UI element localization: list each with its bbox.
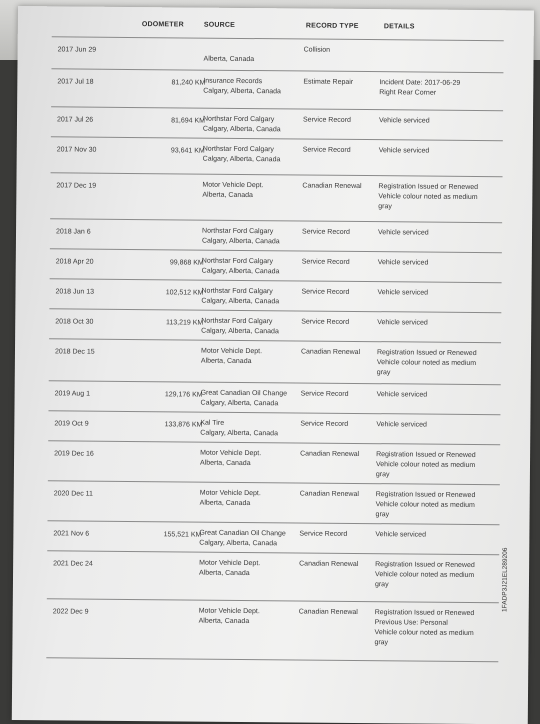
row-detail-line: gray <box>375 511 390 519</box>
row-date: 2017 Jul 26 <box>56 116 94 124</box>
row-record-type: Service Record <box>302 146 351 154</box>
row-odometer <box>137 560 201 561</box>
row-date: 2019 Aug 1 <box>54 390 91 398</box>
table-row <box>51 136 503 177</box>
vin-number: 1FADP3J21EL289206 <box>501 547 509 612</box>
row-source-line: Kal Tire <box>200 419 225 427</box>
row-source-line: Motor Vehicle Dept. <box>198 607 260 616</box>
row-odometer: 93,641 KM <box>170 147 205 155</box>
row-odometer <box>140 182 204 183</box>
row-odometer: 81,694 KM <box>171 117 206 125</box>
row-source-line: Calgary, Alberta, Canada <box>202 155 281 164</box>
row-source-line: Calgary, Alberta, Canada <box>201 327 279 336</box>
table-row <box>49 338 501 385</box>
row-date: 2019 Oct 9 <box>54 420 89 428</box>
row-odometer <box>142 46 206 47</box>
row-source-line: Calgary, Alberta, Canada <box>202 125 281 134</box>
row-source-line: Calgary, Alberta, Canada <box>200 399 279 408</box>
row-source-line <box>204 45 314 46</box>
row-source-line: Great Canadian Oil Change <box>199 529 286 538</box>
row-date: 2017 Nov 30 <box>56 146 97 154</box>
row-record-type: Service Record <box>301 288 350 296</box>
row-date: 2017 Jun 29 <box>57 46 97 54</box>
row-detail-line: Vehicle serviced <box>376 391 428 399</box>
row-odometer: 81,240 KM <box>171 79 206 87</box>
row-record-type: Service Record <box>302 228 350 236</box>
row-source-line: Calgary, Alberta, Canada <box>201 237 280 246</box>
row-detail-line: Vehicle serviced <box>377 289 429 297</box>
row-detail-line: Vehicle serviced <box>378 229 429 237</box>
row-record-type: Service Record <box>300 390 349 398</box>
row-detail-line: Vehicle colour noted as medium <box>376 359 477 368</box>
row-date: 2018 Apr 20 <box>55 258 94 266</box>
row-date: 2017 Jul 18 <box>57 78 94 86</box>
row-record-type: Service Record <box>301 258 350 266</box>
row-source-line: Alberta, Canada <box>203 55 255 64</box>
row-source-line: Northstar Ford Calgary <box>201 257 274 266</box>
row-date: 2019 Dec 16 <box>54 450 94 458</box>
header-odometer: ODOMETER <box>141 21 184 29</box>
row-detail-line: Registration Issued or Renewed <box>374 609 475 618</box>
row-detail-line: Right Rear Corner <box>379 89 437 97</box>
row-source-line: Calgary, Alberta, Canada <box>201 297 280 306</box>
row-odometer: 102,512 KM <box>165 289 204 297</box>
row-source-line: Great Canadian Oil Change <box>200 389 288 398</box>
row-source-line: Alberta, Canada <box>199 499 251 508</box>
row-source-line: Motor Vehicle Dept. <box>200 449 262 458</box>
row-detail-line: gray <box>375 471 390 479</box>
row-detail-line: Vehicle serviced <box>376 421 427 429</box>
row-odometer: 113,219 KM <box>165 319 204 327</box>
row-detail-line: Vehicle colour noted as medium <box>375 501 475 510</box>
row-source-line: Northstar Ford Calgary <box>201 287 273 296</box>
row-detail-line: Previous Use: Personal <box>374 619 448 627</box>
table-row <box>48 440 500 485</box>
row-date: 2020 Dec 11 <box>53 490 93 498</box>
row-detail-line: Vehicle colour noted as medium <box>375 571 475 580</box>
row-source-line: Alberta, Canada <box>198 617 250 626</box>
row-odometer <box>140 228 204 229</box>
row-odometer <box>138 490 202 491</box>
row-record-type: Canadian Renewal <box>302 182 362 191</box>
row-source-line: Motor Vehicle Dept. <box>202 181 264 190</box>
row-source-line: Northstar Ford Calgary <box>202 115 275 124</box>
row-date: 2017 Dec 19 <box>56 182 97 190</box>
row-detail-line: gray <box>376 369 391 377</box>
row-source-line: Northstar Ford Calgary <box>201 317 273 326</box>
row-detail-line: Registration Issued or Renewed <box>378 183 479 192</box>
row-odometer: 129,176 KM <box>164 391 203 399</box>
row-source-line: Calgary, Alberta, Canada <box>200 429 279 438</box>
row-source-line: Northstar Ford Calgary <box>202 227 274 236</box>
row-record-type: Canadian Renewal <box>299 560 359 568</box>
row-source-line: Insurance Records <box>203 77 263 86</box>
row-odometer: 133,876 KM <box>164 421 203 429</box>
row-detail-line: Registration Issued or Renewed <box>375 561 475 570</box>
row-record-type: Collision <box>303 46 331 54</box>
row-record-type: Service Record <box>300 420 349 428</box>
row-source-line: Calgary, Alberta, Canada <box>201 267 280 276</box>
row-detail-line: Vehicle colour noted as medium <box>375 461 476 470</box>
row-source-line: Motor Vehicle Dept. <box>200 347 263 356</box>
table-row <box>46 598 499 662</box>
table-row <box>51 36 503 73</box>
row-date: 2018 Oct 30 <box>55 318 94 326</box>
vehicle-history-page <box>12 6 534 724</box>
row-source-line: Motor Vehicle Dept. <box>199 489 261 498</box>
row-detail-line: Vehicle serviced <box>377 259 429 267</box>
row-record-type: Canadian Renewal <box>300 348 361 356</box>
row-date: 2018 Dec 15 <box>54 348 95 356</box>
row-record-type: Canadian Renewal <box>300 450 360 458</box>
row-date: 2018 Jun 13 <box>55 288 95 296</box>
row-date: 2021 Nov 6 <box>53 530 90 538</box>
row-source-line: Northstar Ford Calgary <box>202 145 274 154</box>
row-detail-line: Vehicle serviced <box>377 319 428 327</box>
row-detail-line: gray <box>374 639 389 647</box>
row-detail-line: Registration Issued or Renewed <box>376 451 476 460</box>
table-row <box>51 68 503 111</box>
row-record-type: Service Record <box>299 530 348 538</box>
row-date: 2021 Dec 24 <box>53 560 93 568</box>
row-detail-line: Vehicle serviced <box>375 531 427 539</box>
table-row <box>47 550 499 603</box>
row-odometer: 155,521 KM <box>163 531 202 539</box>
row-detail-line: Incident Date: 2017-06-29 <box>379 79 461 87</box>
row-odometer <box>137 608 201 609</box>
row-detail-line: Registration Issued or Renewed <box>376 349 477 358</box>
header-source: SOURCE <box>203 21 236 29</box>
row-detail-line: Vehicle serviced <box>378 117 430 125</box>
row-detail-line: Vehicle serviced <box>378 147 430 155</box>
row-source-line: Alberta, Canada <box>199 459 251 468</box>
row-detail-line: gray <box>374 581 389 589</box>
table-row <box>48 480 500 525</box>
row-detail-line: Registration Issued or Renewed <box>375 491 476 500</box>
row-record-type: Estimate Repair <box>303 78 354 86</box>
row-date: 2018 Jan 6 <box>56 228 91 236</box>
row-odometer: 99,868 KM <box>169 259 204 267</box>
row-detail-line: gray <box>378 203 392 211</box>
row-source-line: Calgary, Alberta, Canada <box>203 87 281 96</box>
header-details: DETAILS <box>383 23 415 31</box>
row-odometer <box>139 348 203 349</box>
row-source-line: Alberta, Canada <box>200 357 252 366</box>
header-record-type: RECORD TYPE <box>305 22 359 30</box>
row-source-line: Alberta, Canada <box>202 191 253 200</box>
row-source-line: Calgary, Alberta, Canada <box>199 539 278 548</box>
row-date: 2022 Dec 9 <box>52 608 89 616</box>
row-record-type: Service Record <box>301 318 350 326</box>
row-detail-line: Vehicle colour noted as medium <box>378 193 478 202</box>
row-source-line: Alberta, Canada <box>199 569 250 578</box>
row-record-type: Canadian Renewal <box>299 490 359 498</box>
table-row <box>50 172 502 223</box>
row-record-type: Canadian Renewal <box>298 608 358 616</box>
row-source-line: Motor Vehicle Dept. <box>199 559 261 568</box>
row-record-type: Service Record <box>302 116 351 124</box>
row-detail-line: Vehicle colour noted as medium <box>374 629 474 638</box>
row-odometer <box>138 450 202 451</box>
